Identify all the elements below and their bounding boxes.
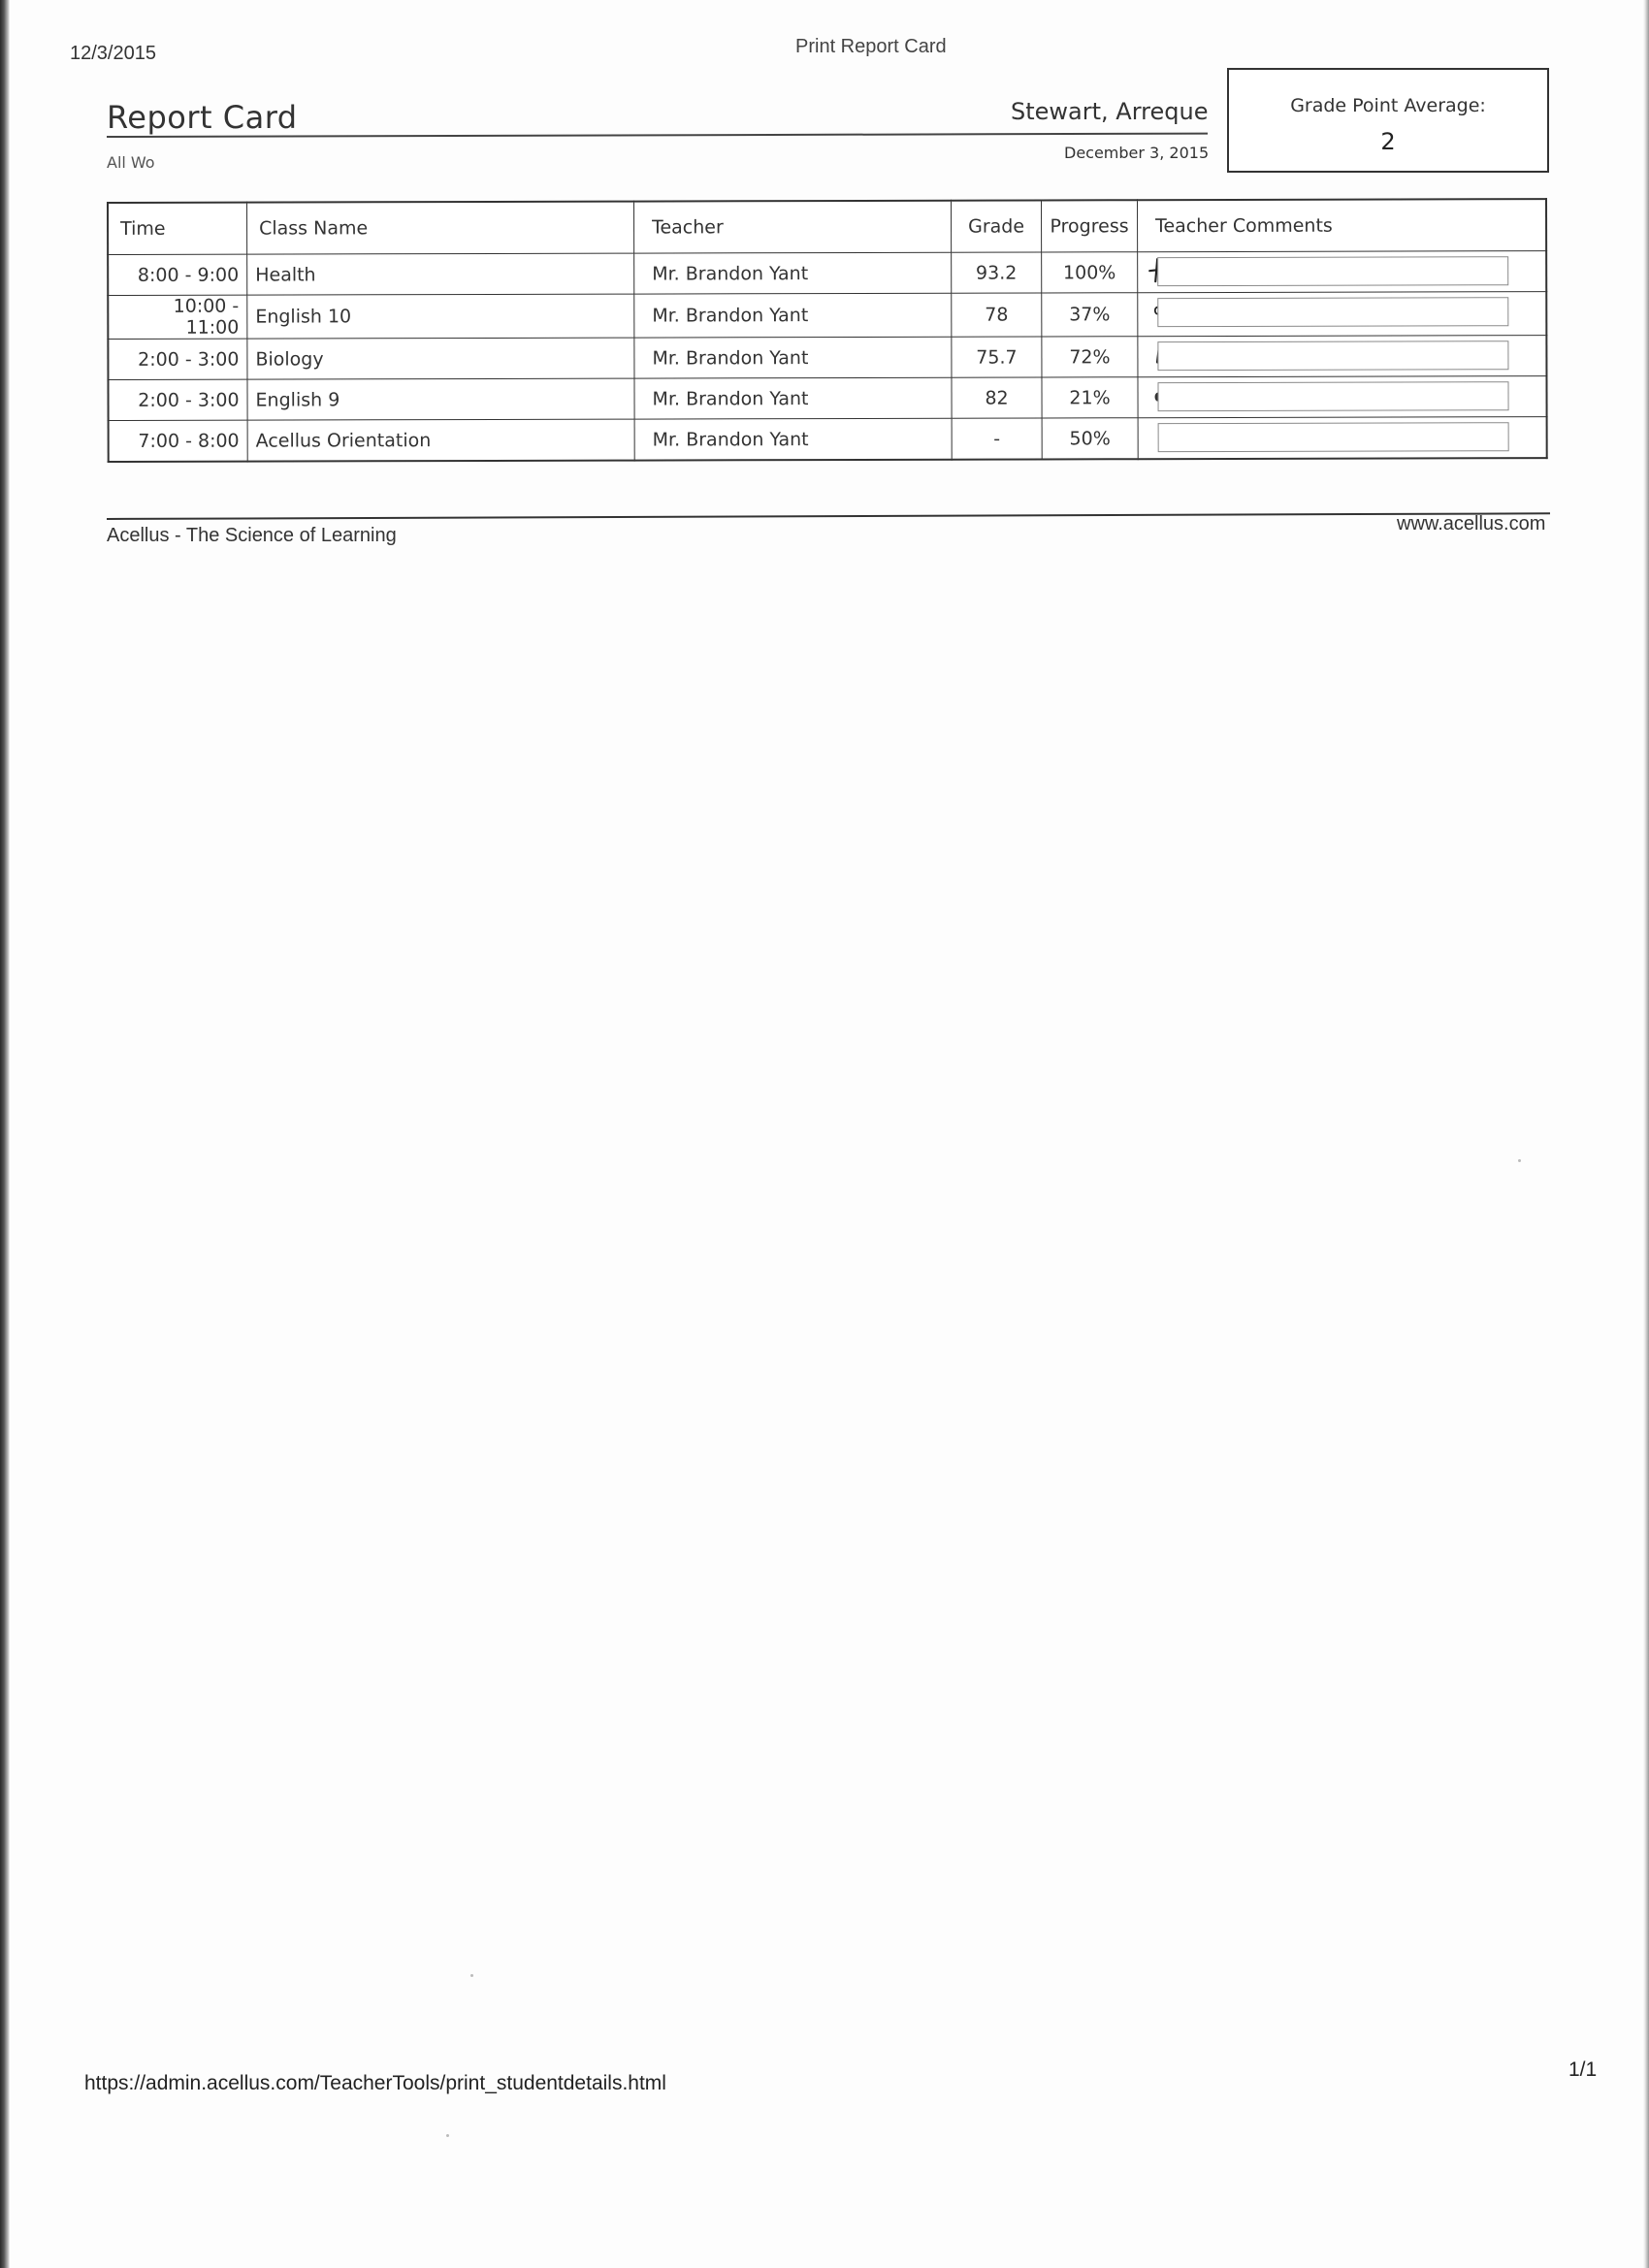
grades-table — [107, 198, 1548, 463]
cell-class-name: Acellus Orientation — [247, 419, 634, 462]
table-row — [108, 251, 1546, 296]
cell-time: 8:00 - 9:00 — [108, 254, 247, 295]
scan-speck — [470, 1974, 473, 1977]
footer-tagline: Acellus - The Science of Learning — [107, 525, 397, 546]
page-number: 1/1 — [1568, 2058, 1598, 2081]
cell-teacher-comments — [1138, 417, 1547, 460]
report-date: December 3, 2015 — [1064, 144, 1210, 162]
cell-time: 10:00 - 11:00 — [108, 295, 247, 339]
print-page-title: Print Report Card — [795, 36, 947, 57]
cell-grade: 82 — [952, 377, 1042, 418]
report-title: Report Card — [107, 99, 298, 136]
cell-grade: 93.2 — [952, 252, 1042, 293]
header-teacher-comments: Teacher Comments — [1137, 199, 1546, 252]
report-subtitle: All Wo — [107, 153, 155, 172]
gpa-box — [1227, 68, 1549, 173]
table-row — [108, 336, 1546, 380]
teacher-comment-field[interactable] — [1157, 340, 1508, 371]
table-row — [108, 376, 1546, 421]
scan-edge — [0, 0, 10, 2268]
student-name: Stewart, Arreque — [1011, 98, 1209, 125]
cell-grade: 78 — [952, 293, 1042, 337]
cell-teacher: Mr. Brandon Yant — [634, 337, 952, 378]
cell-time: 2:00 - 3:00 — [108, 379, 247, 420]
teacher-comment-field[interactable] — [1158, 422, 1509, 452]
table-header-row — [108, 199, 1546, 254]
header-time: Time — [108, 203, 247, 255]
cell-teacher-comments — [1138, 292, 1547, 337]
cell-teacher: Mr. Brandon Yant — [634, 418, 952, 460]
header-class-name: Class Name — [247, 202, 634, 255]
gpa-label: Grade Point Average: — [1290, 95, 1486, 116]
footer-divider — [107, 512, 1550, 520]
cell-grade: - — [952, 418, 1042, 460]
cell-teacher-comments — [1138, 251, 1547, 293]
header-progress: Progress — [1041, 200, 1137, 252]
cell-class-name: English 9 — [247, 378, 634, 420]
teacher-comment-field[interactable] — [1157, 256, 1508, 286]
header-teacher: Teacher — [634, 201, 952, 253]
table-row — [108, 292, 1546, 340]
teacher-comment-field[interactable] — [1157, 297, 1508, 327]
cell-progress: 21% — [1042, 377, 1138, 418]
teacher-comment-field[interactable] — [1157, 381, 1508, 411]
cell-teacher-comments — [1138, 336, 1547, 377]
cell-teacher-comments — [1138, 376, 1547, 418]
cell-class-name: English 10 — [247, 294, 634, 339]
footer-website-link[interactable]: www.acellus.com — [1397, 513, 1546, 535]
cell-time: 2:00 - 3:00 — [108, 339, 247, 379]
cell-progress: 37% — [1042, 293, 1138, 337]
cell-progress: 72% — [1042, 337, 1138, 377]
table-row — [109, 417, 1547, 462]
scan-speck — [446, 2134, 449, 2137]
cell-progress: 100% — [1042, 252, 1138, 293]
gpa-value: 2 — [1380, 128, 1396, 155]
scan-speck — [1518, 1159, 1521, 1162]
cell-grade: 75.7 — [952, 337, 1042, 377]
cell-teacher: Mr. Brandon Yant — [634, 252, 952, 294]
scan-edge — [1643, 0, 1649, 2268]
cell-class-name: Biology — [247, 338, 634, 379]
cell-teacher: Mr. Brandon Yant — [634, 293, 952, 338]
cell-class-name: Health — [247, 253, 634, 295]
header-grade: Grade — [951, 200, 1041, 252]
page-url: https://admin.acellus.com/TeacherTools/print_studentdetails.html — [84, 2072, 666, 2094]
cell-time: 7:00 - 8:00 — [109, 420, 248, 462]
cell-progress: 50% — [1042, 418, 1138, 460]
cell-teacher: Mr. Brandon Yant — [634, 377, 952, 419]
print-date: 12/3/2015 — [70, 43, 156, 64]
